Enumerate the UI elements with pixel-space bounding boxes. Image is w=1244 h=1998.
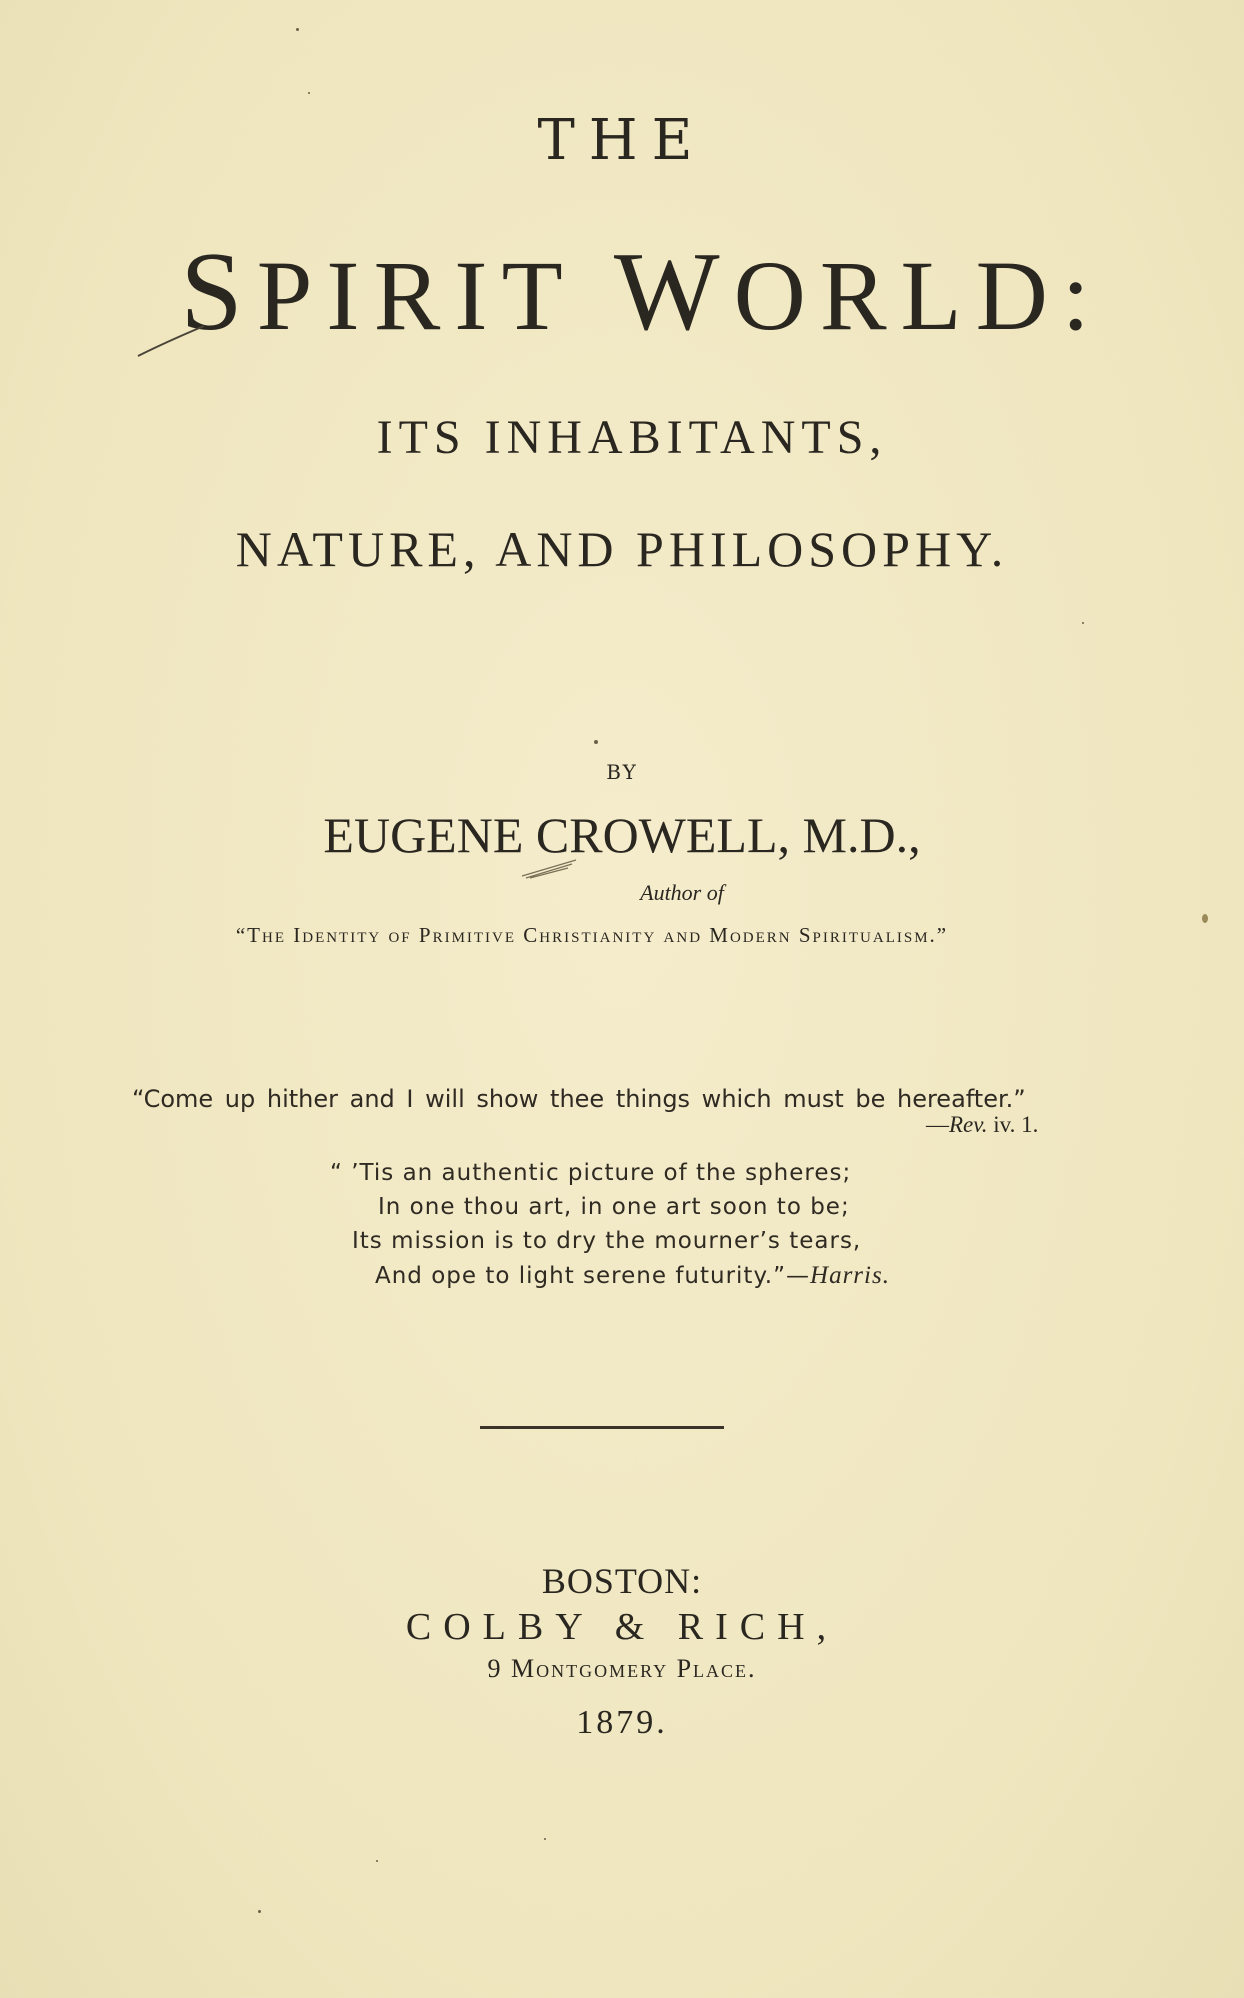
paper-speck (544, 1838, 546, 1840)
subtitle-line-2: NATURE, AND PHILOSOPHY. (235, 521, 1009, 577)
poem-line: Its mission is to dry the mourner’s tears, (352, 1228, 862, 1254)
paper-speck (1202, 914, 1208, 923)
title-the: THE (537, 108, 707, 173)
imprint-publisher: COLBY & RICH, (405, 1606, 839, 1648)
paper-speck (296, 28, 299, 31)
epigraph-quote: “Come up hither and I will show thee things which must be hereafter.” (132, 1085, 1026, 1113)
poem-line: In one thou art, in one art soon to be; (378, 1194, 850, 1220)
byline-by: BY (606, 760, 638, 784)
paper-speck (258, 1910, 261, 1913)
imprint-year: 1879. (576, 1704, 668, 1741)
pencil-mark-icon (136, 320, 208, 360)
paper-speck (1082, 622, 1084, 624)
paper-speck (376, 1860, 378, 1862)
citation-dash: — (926, 1112, 949, 1137)
epigraph-poem (330, 1160, 890, 1296)
author-of-label: Author of (640, 880, 724, 905)
citation-book: Rev. (949, 1112, 988, 1137)
poem-author: Harris. (810, 1262, 890, 1289)
author-name: EUGENE CROWELL, M.D., (323, 807, 921, 863)
poem-line: And ope to light serene futurity.”— (375, 1263, 811, 1289)
citation-reference: iv. 1. (987, 1112, 1039, 1137)
title-word-2-rest: ORLD: (733, 240, 1104, 351)
poem-line: “ ’Tis an authentic picture of the spheres; (330, 1160, 852, 1186)
poem-line-last (330, 1262, 890, 1296)
epigraph-citation (926, 1112, 1038, 1138)
divider-rule (480, 1426, 724, 1429)
paper-speck (308, 92, 310, 94)
title-initial-s: S (180, 230, 257, 354)
subtitle-line-1: ITS INHABITANTS, (376, 411, 888, 464)
other-work-title: “The Identity of Primitive Christianity and Modern Spiritualism.” (235, 923, 949, 947)
title-word-1-rest: PIRIT (256, 240, 614, 351)
title-initial-w: W (613, 230, 734, 354)
imprint-address: 9 Montgomery Place. (487, 1654, 757, 1683)
paper-speck (594, 740, 598, 744)
pencil-scribble-icon (520, 856, 580, 880)
imprint-city: BOSTON: (541, 1561, 703, 1601)
